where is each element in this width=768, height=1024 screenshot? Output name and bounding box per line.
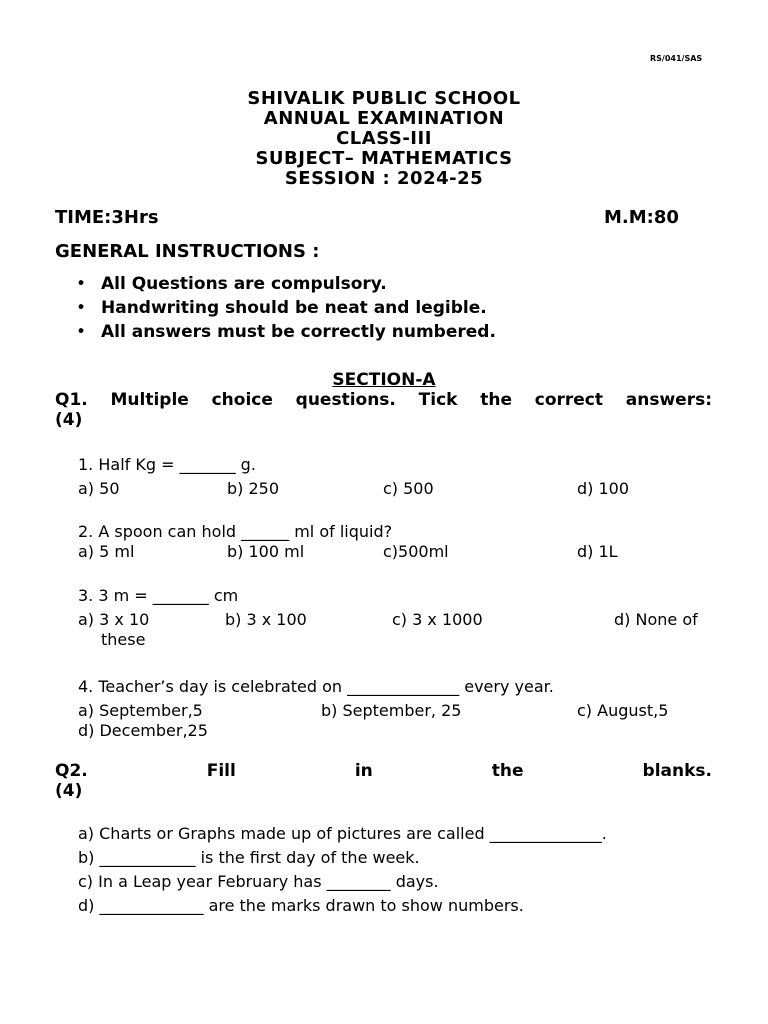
bullet-icon: • <box>76 298 87 318</box>
fill-blank-item: a) Charts or Graphs made up of pictures are called ______________. <box>78 824 607 843</box>
subject-title: SUBJECT– MATHEMATICS <box>255 148 513 169</box>
option: c) 3 x 1000 <box>392 610 483 629</box>
option: d) None of <box>614 610 698 629</box>
option: a) 5 ml <box>78 542 135 561</box>
instruction-item: All Questions are compulsory. <box>101 274 387 294</box>
instruction-item: Handwriting should be neat and legible. <box>101 298 487 318</box>
time-label: TIME:3Hrs <box>55 207 159 228</box>
option-continuation: these <box>101 630 146 649</box>
option: c) August,5 <box>577 701 669 720</box>
option: a) September,5 <box>78 701 203 720</box>
exam-title: ANNUAL EXAMINATION <box>263 108 505 129</box>
option: c) 500 <box>383 479 434 498</box>
option: b) 3 x 100 <box>225 610 307 629</box>
instructions-heading: GENERAL INSTRUCTIONS : <box>55 241 320 262</box>
fill-blank-item: c) In a Leap year February has ________ days. <box>78 872 439 891</box>
section-heading: SECTION-A <box>332 370 436 390</box>
question-text: 1. Half Kg = _______ g. <box>78 455 256 474</box>
option: a) 3 x 10 <box>78 610 150 629</box>
question-text: 2. A spoon can hold ______ ml of liquid? <box>78 522 393 541</box>
q1-heading: Q1. Multiple choice questions. Tick the correct answers: <box>55 390 712 410</box>
q2-marks: (4) <box>55 781 83 801</box>
option: d) December,25 <box>78 721 208 740</box>
question-text: 3. 3 m = _______ cm <box>78 586 239 605</box>
fill-blank-item: d) _____________ are the marks drawn to show numbers. <box>78 896 524 915</box>
option: b) 250 <box>227 479 280 498</box>
class-title: CLASS-III <box>336 128 432 149</box>
question-text: 4. Teacher’s day is celebrated on ______________ every year. <box>78 677 554 696</box>
option: b) 100 ml <box>227 542 305 561</box>
instruction-item: All answers must be correctly numbered. <box>101 322 496 342</box>
option: a) 50 <box>78 479 120 498</box>
document-code: RS/041/SAS <box>650 54 703 63</box>
option: c)500ml <box>383 542 449 561</box>
bullet-icon: • <box>76 274 87 294</box>
q2-heading: Q2. Fill in the blanks. <box>55 761 712 781</box>
option: b) September, 25 <box>321 701 462 720</box>
q1-marks: (4) <box>55 410 83 430</box>
school-name: SHIVALIK PUBLIC SCHOOL <box>247 88 521 109</box>
bullet-icon: • <box>76 322 87 342</box>
fill-blank-item: b) ____________ is the first day of the week. <box>78 848 420 867</box>
option: d) 100 <box>577 479 630 498</box>
max-marks-label: M.M:80 <box>604 207 679 228</box>
session-title: SESSION : 2024-25 <box>284 168 484 189</box>
option: d) 1L <box>577 542 618 561</box>
